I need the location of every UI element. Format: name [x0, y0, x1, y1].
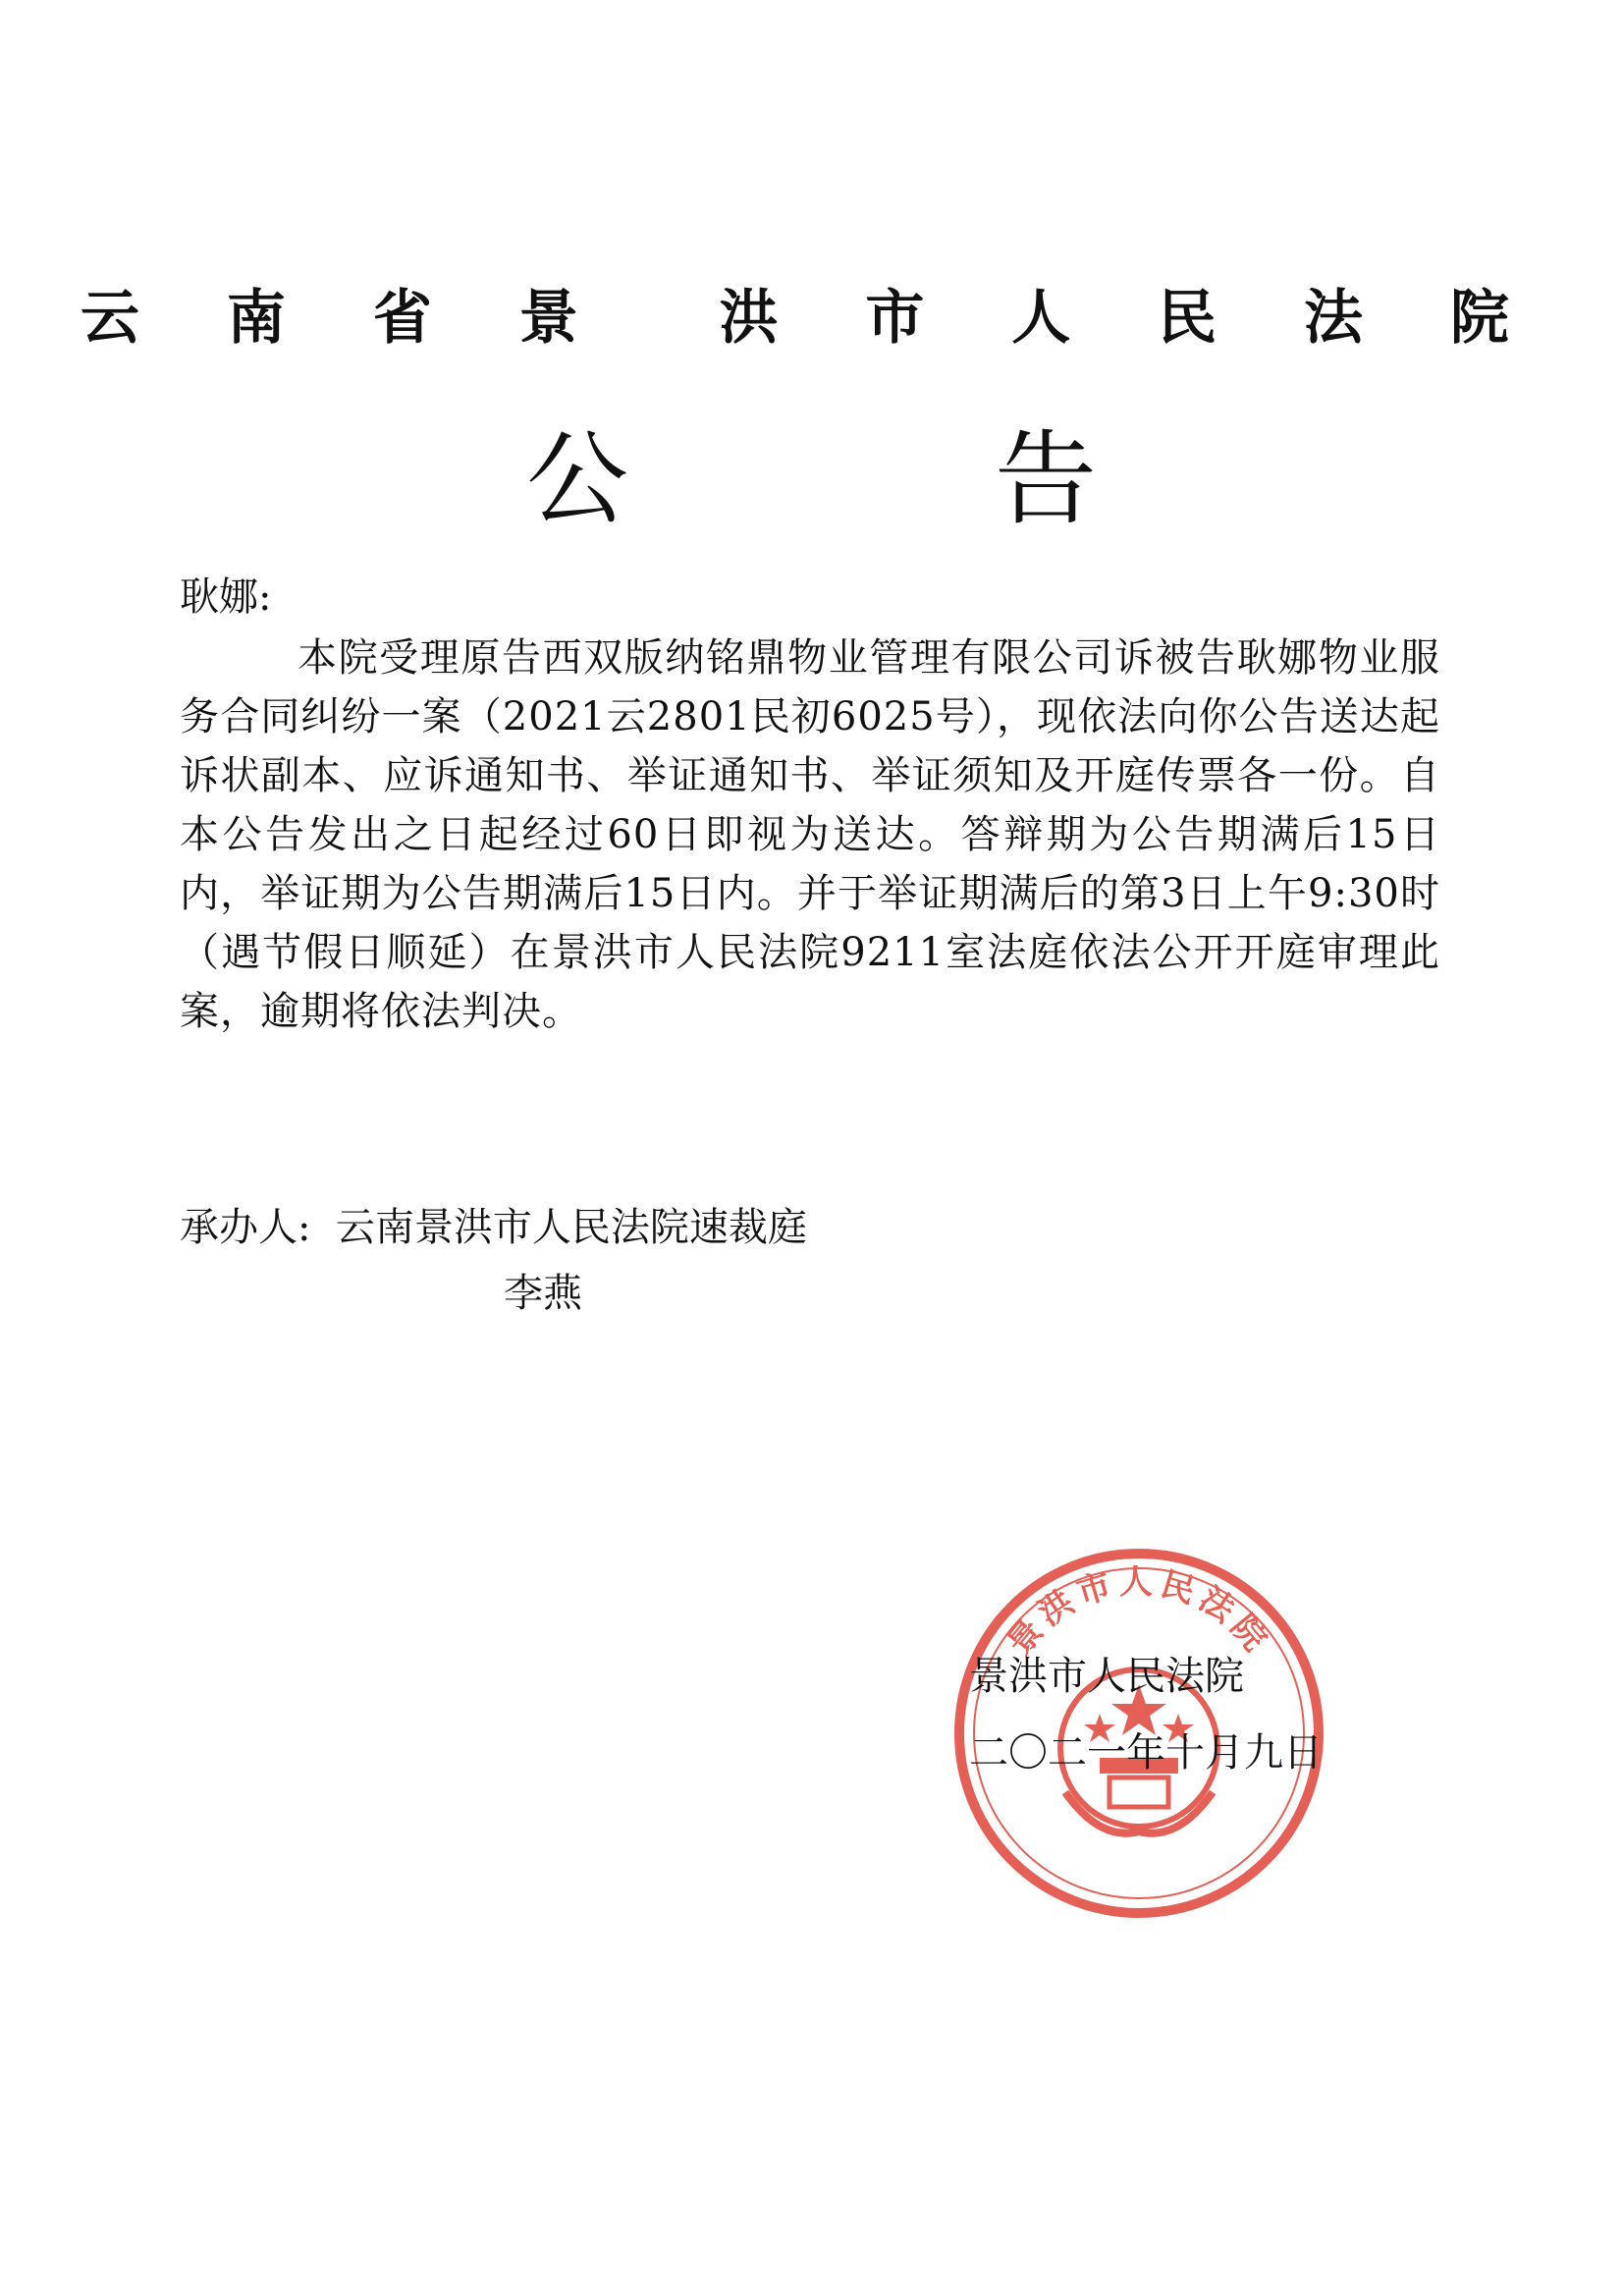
handler-name: 李燕: [504, 1271, 582, 1316]
handler-department: 云南景洪市人民法院速裁庭: [335, 1205, 807, 1250]
addressee: 耿娜:: [180, 574, 272, 620]
handler-line: [180, 1198, 807, 1257]
signature-court: 景洪市人民法院: [969, 1654, 1244, 1699]
announcement-body: 本院受理原告西双版纳铭鼎物业管理有限公司诉被告耿娜物业服务合同纠纷一案（2021云2801民初6025号），现依法向你公告送达起诉状副本、应诉通知书、举证通知书、举证须知及开庭传票各一份。自本公告发出之日起经过60日即视为送达。答辩期为公告期满后15日内，举证期为公告期满后15日内。并于举证期满后的第3日上午9:30时（遇节假日顺延）在景洪市人民法院9211室法庭依法公开开庭审理此案，逾期将依法判决。: [180, 635, 1440, 1034]
handler-label: 承办人:: [180, 1205, 311, 1250]
signature-date: 二〇二一年十月九日: [969, 1730, 1323, 1776]
court-title: 云 南 省 景 洪 市 人 民 法 院: [81, 284, 1542, 353]
document-title: 公 告: [525, 419, 1265, 539]
seal-inscription: 景洪市人民法院: [1000, 1562, 1278, 1664]
